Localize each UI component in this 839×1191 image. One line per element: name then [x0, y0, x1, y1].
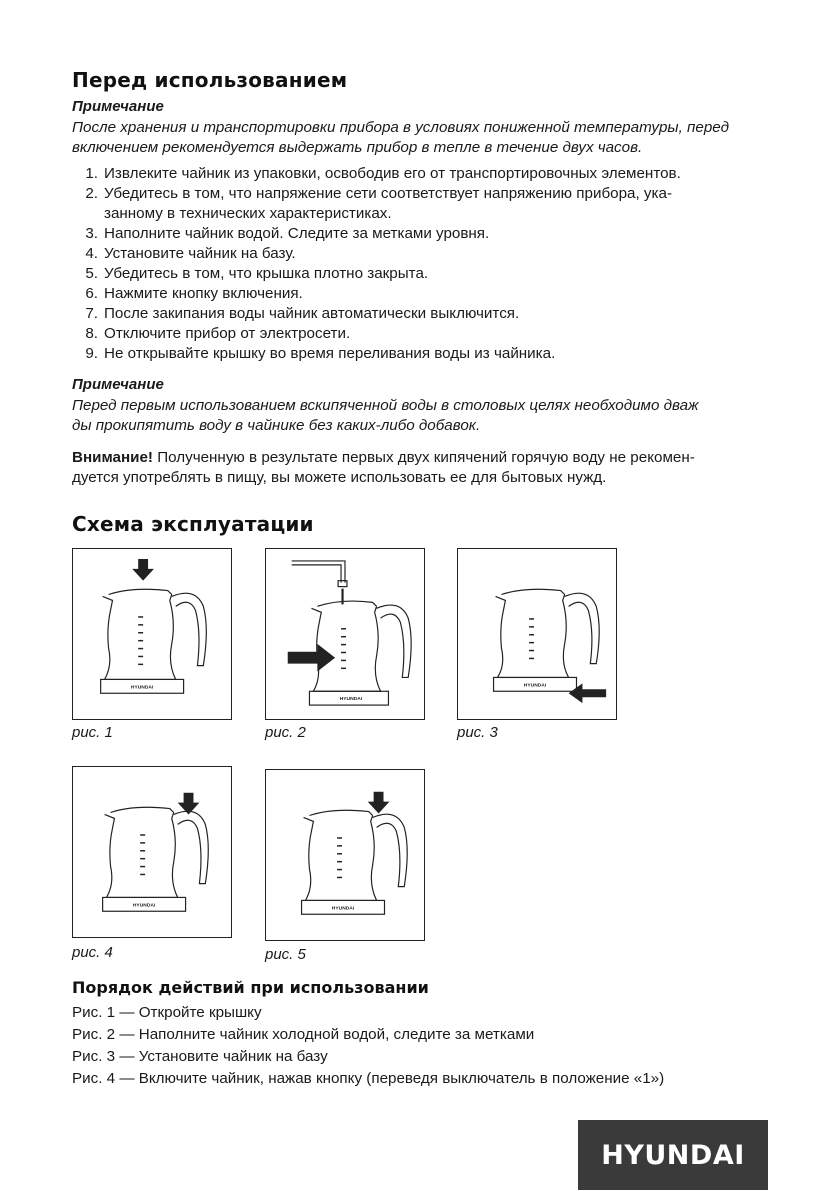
step-text: Наполните чайник водой. Следите за метками уровня.: [104, 225, 490, 242]
step-number: 4.: [85, 245, 98, 262]
figure-2: [265, 548, 425, 720]
step-item: [72, 244, 772, 264]
step-item: [72, 344, 772, 364]
warning-text: дуется употреблять в пищу, вы можете использовать ее для бытовых нужд.: [72, 469, 607, 486]
step-number: 1.: [85, 165, 98, 182]
note-text-1: [72, 118, 772, 158]
note-title-1: Примечание: [72, 98, 164, 115]
order-line: Рис. 4 — Включите чайник, нажав кнопку (переведя выключатель в положение «1»): [72, 1070, 665, 1087]
order-list: [72, 1002, 792, 1090]
figure-3: [457, 548, 617, 720]
step-text: Извлеките чайник из упаковки, освободив его от транспортировочных элементов.: [104, 165, 681, 182]
figure-caption: рис. 3: [457, 724, 498, 741]
step-number: 6.: [85, 285, 98, 302]
step-number: 9.: [85, 345, 98, 362]
kettle-brand-label: HYUNDAI: [339, 697, 363, 703]
note-title-2: Примечание: [72, 376, 164, 393]
order-line: Рис. 3 — Установите чайник на базу: [72, 1048, 328, 1065]
step-item: [72, 164, 772, 184]
figure-caption: рис. 1: [72, 724, 113, 741]
note2-line: Перед первым использованием вскипяченной воды в столовых целях необходимо дваж: [72, 397, 699, 414]
warning-label: Внимание!: [72, 449, 153, 466]
kettle-illustration: [73, 549, 231, 719]
kettle-auto-off-illustration: [266, 770, 424, 940]
kettle-on-base-illustration: [458, 549, 616, 719]
note1-line: После хранения и транспортировки прибора в условиях пониженной температуры, перед: [72, 119, 729, 136]
steps-list: [72, 164, 772, 364]
note1-line: включением рекомендуется выдержать прибор в тепле в течение двух часов.: [72, 139, 643, 156]
step-item: [72, 324, 772, 344]
step-text: Убедитесь в том, что крышка плотно закрыта.: [104, 265, 429, 282]
kettle-switch-on-illustration: [73, 767, 231, 937]
step-number: 7.: [85, 305, 98, 322]
figure-4: [72, 766, 232, 938]
section-title-operation-scheme: Схема эксплуатации: [72, 512, 314, 536]
step-item: [72, 184, 772, 224]
kettle-brand-label: HYUNDAI: [523, 683, 547, 689]
step-text: Отключите прибор от электросети.: [104, 325, 351, 342]
note-text-2: [72, 396, 772, 436]
note2-line: ды прокипятить воду в чайнике без каких-либо добавок.: [72, 417, 481, 434]
step-number: 5.: [85, 265, 98, 282]
kettle-brand-label: HYUNDAI: [331, 906, 355, 912]
figure-caption: рис. 4: [72, 944, 113, 961]
order-line: Рис. 1 — Откройте крышку: [72, 1004, 262, 1021]
order-line: Рис. 2 — Наполните чайник холодной водой, следите за метками: [72, 1026, 535, 1043]
kettle-brand-label: HYUNDAI: [132, 903, 156, 909]
figure-caption: рис. 5: [265, 946, 306, 963]
step-text: Нажмите кнопку включения.: [104, 285, 303, 302]
step-text: Убедитесь в том, что напряжение сети соответствует напряжению прибора, ука-: [104, 185, 673, 202]
step-item: [72, 304, 772, 324]
warning-paragraph: [72, 448, 782, 488]
step-text: занному в технических характеристиках.: [104, 205, 392, 222]
step-text: После закипания воды чайник автоматически выключится.: [104, 305, 520, 322]
figure-caption: рис. 2: [265, 724, 306, 741]
section-title-order-of-actions: Порядок действий при использовании: [72, 978, 429, 997]
step-text: Установите чайник на базу.: [104, 245, 296, 262]
kettle-filling-illustration: [266, 549, 424, 719]
step-number: 3.: [85, 225, 98, 242]
step-number: 8.: [85, 325, 98, 342]
kettle-brand-label: HYUNDAI: [130, 685, 154, 691]
step-number: 2.: [85, 185, 98, 202]
figure-5: [265, 769, 425, 941]
step-item: [72, 224, 772, 244]
step-item: [72, 264, 772, 284]
step-text: Не открывайте крышку во время переливания воды из чайника.: [104, 345, 556, 362]
hyundai-logo: HYUNDAI: [578, 1120, 768, 1190]
warning-text: Полученную в результате первых двух кипячений горячую воду не рекомен-: [152, 449, 695, 466]
section-title-before-use: Перед использованием: [72, 68, 348, 92]
step-item: [72, 284, 772, 304]
figure-1: [72, 548, 232, 720]
